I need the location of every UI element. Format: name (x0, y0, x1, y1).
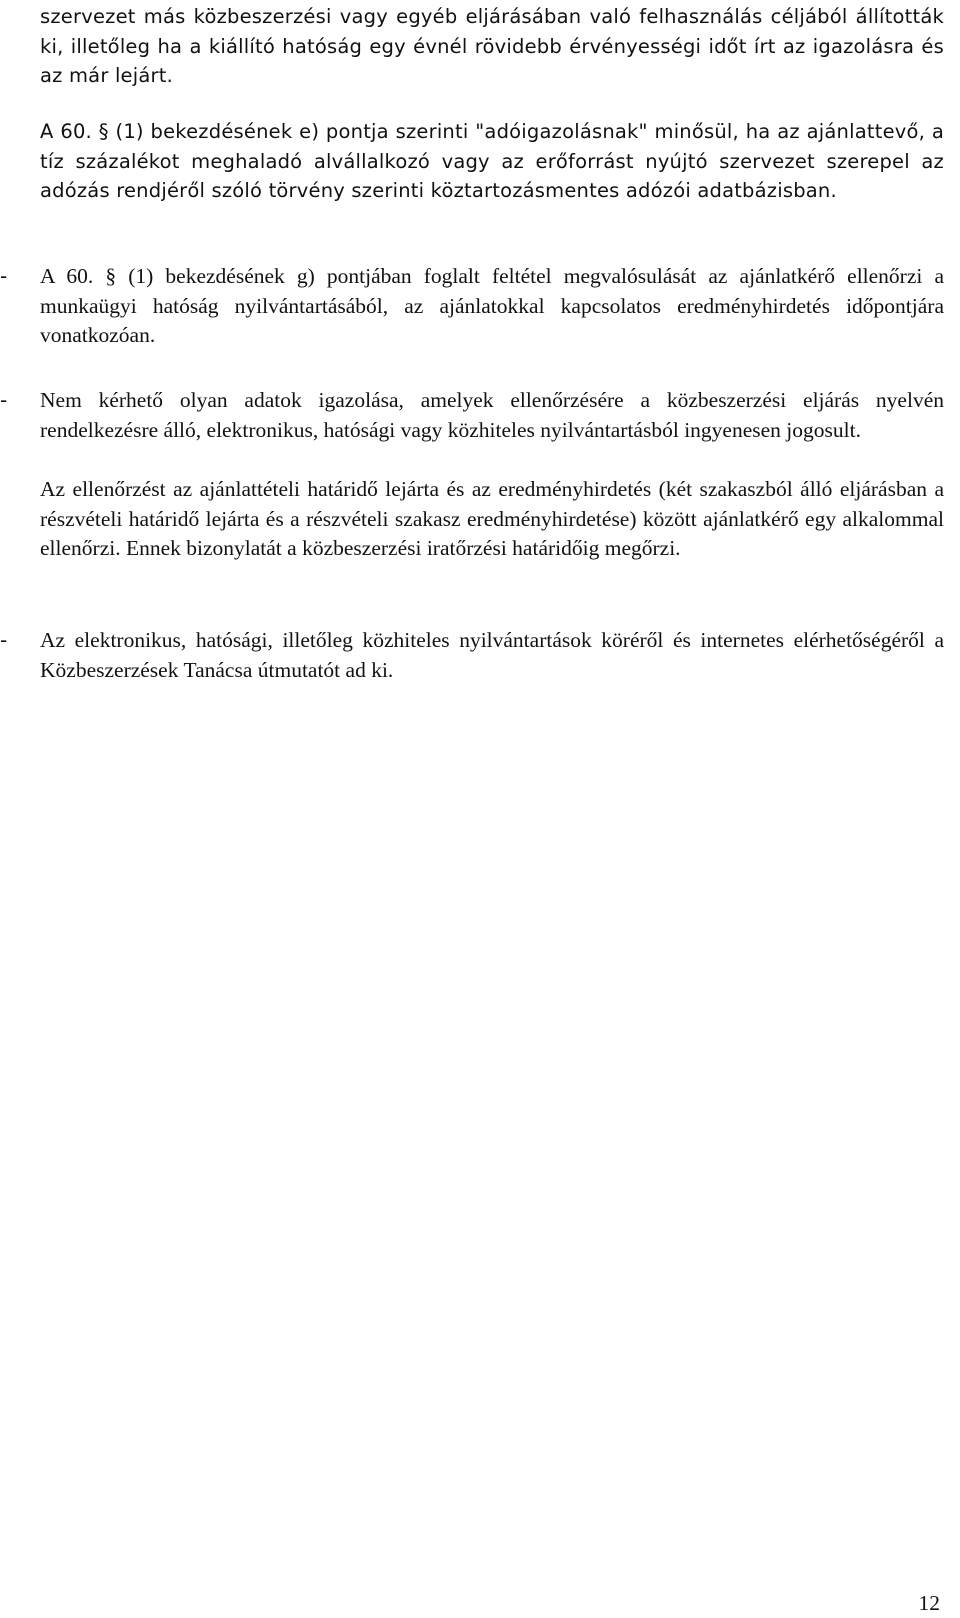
paragraph-council-guidance: Az elektronikus, hatósági, illetőleg közhiteles nyilvántartások köréről és internetes elérhetőségéről a Közbeszerzések Tanácsa útmutatót ad ki. (40, 628, 944, 682)
paragraph-continuation: szervezet más közbeszerzési vagy egyéb eljárásában való felhasználás céljából állították ki, illetőleg ha a kiállító hatóság egy évnél rövidebb érvényességi időt írt az igazolásra és az már lejárt. (40, 5, 944, 87)
paragraph-tax-certificate: A 60. § (1) bekezdésének e) pontja szerinti "adóigazolásnak" minősül, ha az ajánlattevő, a tíz százalékot meghaladó alvállalkozó vagy az erőforrást nyújtó szervezet szerepel az adózás rendjéről szóló törvény szerinti köztartozásmentes adózói adatbázisban. (40, 120, 944, 202)
bullet-dash: - (0, 388, 8, 412)
bullet-dash: - (0, 628, 8, 652)
paragraph-no-certification-required: Nem kérhető olyan adatok igazolása, amelyek ellenőrzésére a közbeszerzési eljárás nyelvén rendelkezésre álló, elektronikus, hatósági vagy közhiteles nyilvántartásból ingyenesen jogosult. (40, 388, 944, 442)
paragraph-labour-authority: A 60. § (1) bekezdésének g) pontjában foglalt feltétel megvalósulását az ajánlatkérő ellenőrzi a munkaügyi hatóság nyilvántartásából, az ajánlatokkal kapcsolatos eredményhirdetés időpontjára vonatkozóan. (40, 264, 944, 347)
bullet-dash: - (0, 264, 8, 288)
page-number: 12 (918, 1591, 940, 1615)
paragraph-verification-timing: Az ellenőrzést az ajánlattételi határidő lejárta és az eredményhirdetés (két szakaszból álló eljárásban a részvételi határidő lejárta és a részvételi szakasz eredményhirdetése) között ajánlatkérő egy alkalommal ellenőrzi. Ennek bizonylatát a közbeszerzési iratőrzési határidőig megőrzi. (40, 477, 944, 560)
